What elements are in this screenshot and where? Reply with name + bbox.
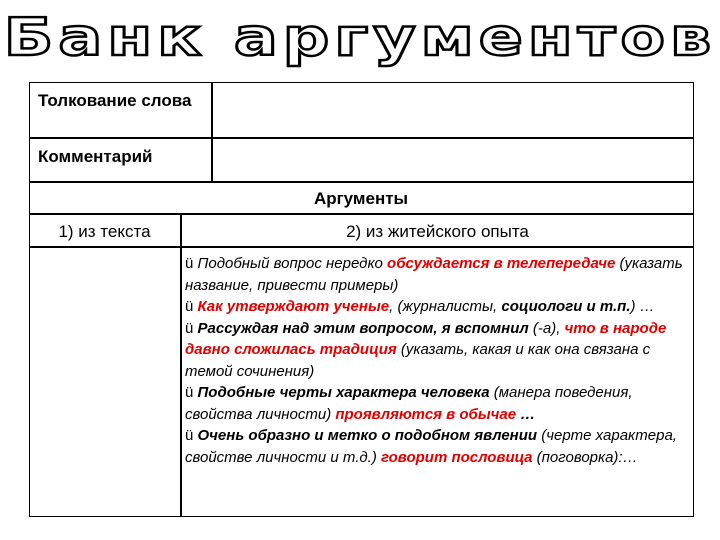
- divider: [211, 82, 213, 182]
- check-icon: ü: [185, 298, 194, 315]
- divider: [29, 246, 694, 248]
- comment-label: Комментарий: [38, 147, 153, 166]
- page-title: Банк аргументов: [3, 8, 717, 68]
- check-icon: ü: [185, 427, 194, 444]
- check-icon: ü: [185, 384, 194, 401]
- list-item: ü Подобный вопрос нередко обсуждается в телепередаче (указать название, привести примеры): [185, 255, 683, 294]
- arguments-header: Аргументы: [313, 189, 409, 208]
- column-header-experience: 2) из житейского опыта: [346, 222, 529, 241]
- argument-list: [185, 253, 685, 468]
- list-item: ü Подобные черты характера человека (манера поведения, свойства личности) проявляются в обычае …: [185, 384, 633, 423]
- column-header-text: 1) из текста: [58, 222, 151, 241]
- divider: [29, 181, 694, 183]
- interpretation-label: Толкование слова: [38, 91, 192, 110]
- check-icon: ü: [185, 319, 194, 337]
- list-item: ü Как утверждают ученые, (журналисты, социологи и т.п.) …: [185, 298, 655, 315]
- divider: [29, 213, 694, 215]
- check-icon: ü: [185, 255, 194, 272]
- list-item: ü Рассуждая над этим вопросом, я вспомнил (-а), что в народе давно сложилась традиция (указать, какая и как она связана с темой сочинения): [185, 319, 667, 380]
- divider: [29, 137, 694, 139]
- divider: [180, 213, 182, 517]
- list-item: ü Очень образно и метко о подобном явлении (черте характера, свойстве личности и т.д.) говорит пословица (поговорка):…: [185, 427, 677, 466]
